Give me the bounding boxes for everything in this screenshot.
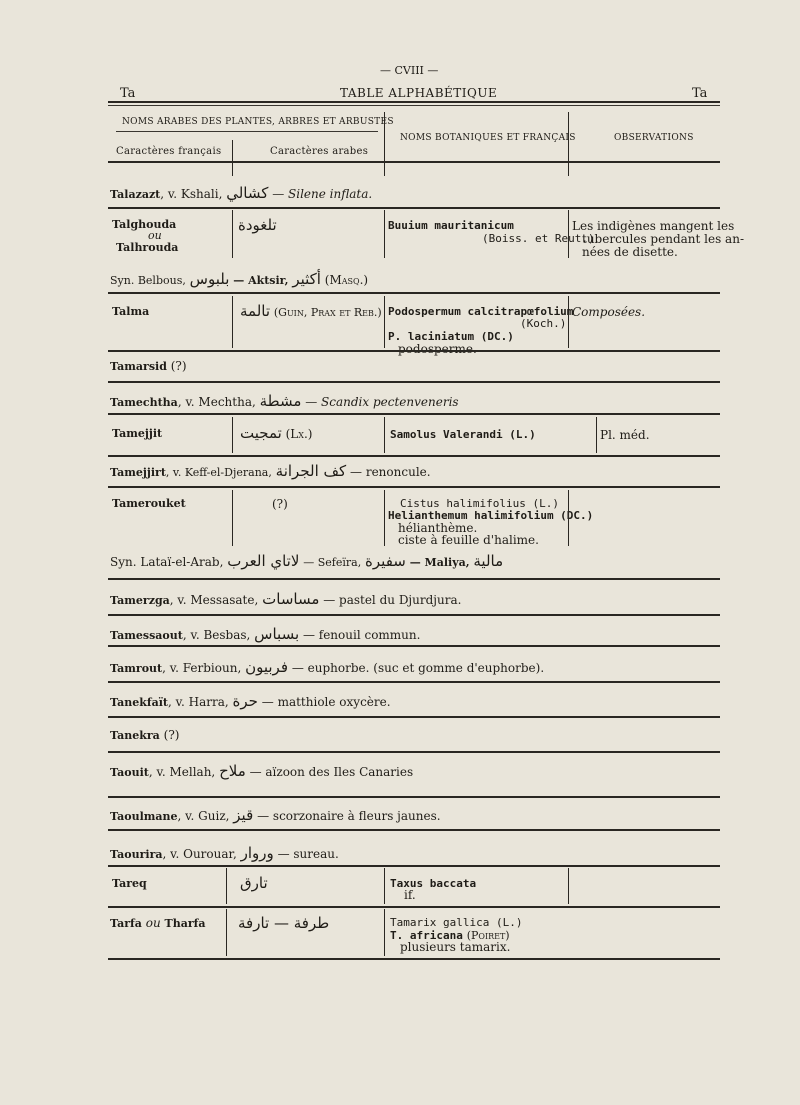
french-name: ciste à feuille d'halime. bbox=[398, 533, 539, 547]
observation: Les indigènes mangent les bbox=[572, 219, 735, 233]
column-divider bbox=[384, 417, 385, 453]
entry-taoulmane: Taoulmane, v. Guiz, قيز — scorzonaire à fleurs jaunes. bbox=[110, 806, 441, 824]
column-divider bbox=[232, 296, 233, 348]
column-divider bbox=[596, 417, 597, 453]
column-head-rule bbox=[116, 131, 378, 132]
page-number: — CVIII — bbox=[380, 64, 439, 77]
entry-taouit: Taouit, v. Mellah, ملاح — aïzoon des Iles Canaries bbox=[110, 762, 414, 780]
arabic-name: بسباس bbox=[254, 625, 300, 643]
row-rule bbox=[108, 645, 720, 647]
entry-name: Talazazt bbox=[110, 188, 161, 201]
arabic-name: أكثير bbox=[292, 270, 321, 288]
arabic-name: قيز bbox=[233, 806, 254, 824]
column-divider bbox=[568, 296, 569, 348]
column-divider bbox=[384, 909, 385, 956]
arabic-name: مساسات bbox=[262, 590, 320, 608]
entry-tamechtha: Tamechtha, v. Mechtha, مشطة — Scandix pectenveneris bbox=[110, 392, 459, 410]
row-rule bbox=[108, 614, 720, 616]
column-divider bbox=[232, 417, 233, 453]
arabic-name: كف الجرانة bbox=[275, 462, 347, 480]
column-divider bbox=[384, 868, 385, 904]
botanical-name: Samolus Valerandi (L.) bbox=[390, 428, 536, 441]
arabic-cell: تمجيت (Lx.) bbox=[240, 424, 313, 442]
botanical-name: Taxus baccata bbox=[390, 877, 477, 890]
botanical-author: (Boiss. et Reut.) bbox=[482, 232, 595, 245]
entry-tamejjirt: Tamejjirt, v. Keff-el-Djerana, كف الجرانة — renoncule. bbox=[110, 462, 431, 480]
column-divider bbox=[384, 490, 385, 546]
arabic-name: لاتاي العرب bbox=[227, 552, 300, 570]
document-page: — CVIII — Ta TABLE ALPHABÉTIQUE Ta NOMS ARABES DES PLANTES, ARBRES ET ARBUSTES NOMS BOTANIQUES ET FRANÇAIS OBSERVATIONS Caractères français Caractères arabes Talazazt, v. Kshali, كشالي — Silene inflata. Talghouda ou Talhrouda تلغودة Buuium mauritanicum (Boiss. et Reut.) Les indigènes mangent les tubercules pendant les an- nées de disette. Syn. Belbous, بلبوس — Aktsir, أكثير (Masq.) Talma تالمة (Guin, Prax et Reb.) Podospermum calcitrapœfolium (Koch.) P. laciniatum (DC.) podosperme. Composées. Tamarsid (?) Tamechtha, v. Mechtha, مشطة — Scandix pectenveneris Tamejjit تمجيت (Lx.) Samolus Valerandi (L.) Pl. méd. Tamejjirt, v. Keff-el-Djerana, كف الجرانة — renoncule. Tamerouket (?) Cistus halimifolius (L.) Helianthemum halimifolium (DC.) hélianthème. ciste à feuille d'halime. Syn. Lataï-el-Arab, لاتاي العرب — Sefeïra, سفيرة — Maliya, مالية Tamerzga, v. Messasate, مساسات — pastel du Djurdjura. Tamessaout, v. Besbas, بسباس — fenouil commun. Tamrout, v. Ferbioun, فربيون — euphorbe. (suc et gomme d'euphorbe). Tanekfaït, v. Harra, حرة — matthiole oxycère. Tanekra (?) Taouit, v. Mellah, ملاح — aïzoon des Iles Canaries Taoulmane, v. Guiz, قيز — scorzonaire à fleurs jaunes. Taourira, v. Ourouar, وروار — sureau. Tareq تارق Taxus baccata if. Tarfa ou Tharfa طرفة — تارفة Tamarix gallica (L.) T. africana (Poiret) plusieurs tamarix. bbox=[0, 0, 800, 1105]
entry-name: Tareq bbox=[112, 877, 147, 890]
arabic-unknown: (?) bbox=[272, 497, 288, 511]
arabic-name: تالمة bbox=[240, 302, 271, 320]
row-rule bbox=[108, 486, 720, 488]
entry-tanekfait: Tanekfaït, v. Harra, حرة — matthiole oxycère. bbox=[110, 692, 391, 710]
column-divider bbox=[232, 210, 233, 258]
column-divider bbox=[226, 868, 227, 904]
row-rule bbox=[108, 865, 720, 867]
synonym-line: Syn. Lataï-el-Arab, لاتاي العرب — Sefeïra, سفيرة — Maliya, مالية bbox=[110, 552, 504, 570]
page-title: TABLE ALPHABÉTIQUE bbox=[340, 86, 498, 100]
header-rule-thin bbox=[108, 105, 720, 106]
arabic-name: وروار bbox=[240, 844, 274, 862]
column-divider bbox=[232, 490, 233, 546]
row-rule bbox=[108, 829, 720, 831]
french-name: plusieurs tamarix. bbox=[400, 940, 511, 954]
botanical-name: Helianthemum halimifolium (DC.) bbox=[388, 509, 594, 522]
botanical-name: Tamarix gallica (L.) bbox=[390, 916, 523, 929]
entry-tamrout: Tamrout, v. Ferbioun, فربيون — euphorbe. (suc et gomme d'euphorbe). bbox=[110, 658, 545, 676]
french-name: hélianthème. bbox=[398, 521, 478, 535]
column-divider bbox=[384, 210, 385, 258]
running-head-right: Ta bbox=[692, 86, 708, 101]
arabic-name: ملاح bbox=[219, 762, 246, 780]
row-rule bbox=[108, 381, 720, 383]
entry-tamarsid: Tamarsid (?) bbox=[110, 359, 187, 373]
arabic-name: تلغودة bbox=[238, 216, 277, 234]
arabic-name: فربيون bbox=[245, 658, 289, 676]
column-head-french-chars: Caractères français bbox=[116, 146, 222, 157]
column-head-observations: OBSERVATIONS bbox=[614, 133, 694, 143]
column-divider bbox=[568, 490, 569, 546]
observation: nées de disette. bbox=[582, 245, 678, 259]
row-rule bbox=[108, 681, 720, 683]
entry-tanekra: Tanekra (?) bbox=[110, 728, 180, 742]
botanical-name: P. laciniatum (DC.) bbox=[388, 330, 514, 343]
entry-tamerzga: Tamerzga, v. Messasate, مساسات — pastel du Djurdjura. bbox=[110, 590, 462, 608]
botanical-name: Cistus halimifolius (L.) bbox=[400, 497, 559, 510]
row-rule bbox=[108, 413, 720, 415]
row-rule bbox=[108, 578, 720, 580]
arabic-name: تمجيت bbox=[240, 424, 282, 442]
observation: Pl. méd. bbox=[600, 428, 650, 442]
arabic-name: سفيرة bbox=[365, 552, 406, 570]
entry-tamessaout: Tamessaout, v. Besbas, بسباس — fenouil commun. bbox=[110, 625, 421, 643]
column-head-botanical: NOMS BOTANIQUES ET FRANÇAIS bbox=[400, 133, 576, 143]
row-rule bbox=[108, 455, 720, 457]
botanical-name-2: T. africana (Poiret) bbox=[390, 929, 510, 942]
column-divider bbox=[568, 112, 569, 176]
french-name: podosperme. bbox=[398, 342, 477, 356]
entry-tarfa: Tarfa ou Tharfa bbox=[110, 916, 206, 930]
row-rule bbox=[108, 292, 720, 294]
synonym-line: Syn. Belbous, بلبوس — Aktsir, أكثير (Masq.) bbox=[110, 270, 369, 288]
column-divider bbox=[568, 868, 569, 904]
row-rule bbox=[108, 958, 720, 960]
entry-name: Tamejjit bbox=[112, 427, 163, 440]
french-name: if. bbox=[404, 888, 416, 902]
botanical-author: (Koch.) bbox=[520, 317, 567, 330]
observation: tubercules pendant les an- bbox=[582, 232, 744, 246]
arabic-cell: تالمة (Guin, Prax et Reb.) bbox=[240, 302, 382, 320]
row-rule bbox=[108, 350, 720, 352]
botanical-name: Buuium mauritanicum bbox=[388, 219, 514, 232]
column-divider bbox=[384, 112, 385, 176]
arabic-name: بلبوس bbox=[189, 270, 230, 288]
column-divider bbox=[232, 140, 233, 176]
column-head-bottom-rule bbox=[108, 161, 720, 163]
column-head-arabic-chars: Caractères arabes bbox=[270, 146, 369, 157]
botanical-name: Podospermum calcitrapœfolium bbox=[388, 305, 574, 318]
column-divider bbox=[384, 296, 385, 348]
entry-name: Talma bbox=[112, 305, 150, 318]
row-rule bbox=[108, 207, 720, 209]
arabic-name: مالية bbox=[473, 552, 504, 570]
entry-name: Talghouda bbox=[112, 218, 177, 231]
row-rule bbox=[108, 906, 720, 908]
column-divider bbox=[226, 909, 227, 956]
entry-name-alt: Talhrouda bbox=[116, 241, 179, 254]
column-divider bbox=[568, 210, 569, 258]
running-head-left: Ta bbox=[120, 86, 136, 101]
entry-taourira: Taourira, v. Ourouar, وروار — sureau. bbox=[110, 844, 339, 862]
arabic-name: تارق bbox=[240, 874, 268, 892]
header-rule bbox=[108, 101, 720, 103]
row-rule bbox=[108, 796, 720, 798]
entry-name: Tamerouket bbox=[112, 497, 186, 510]
row-rule bbox=[108, 716, 720, 718]
row-rule bbox=[108, 751, 720, 753]
arabic-name: حرة bbox=[232, 692, 258, 710]
column-head-arabic-names: NOMS ARABES DES PLANTES, ARBRES ET ARBUSTES bbox=[122, 117, 394, 127]
entry-talazazt: Talazazt, v. Kshali, كشالي — Silene inflata. bbox=[110, 184, 373, 202]
arabic-name: طرفة — تارفة bbox=[238, 914, 330, 932]
arabic-name: مشطة bbox=[259, 392, 302, 410]
observation: Composées. bbox=[572, 305, 646, 319]
arabic-name: كشالي bbox=[226, 184, 269, 202]
